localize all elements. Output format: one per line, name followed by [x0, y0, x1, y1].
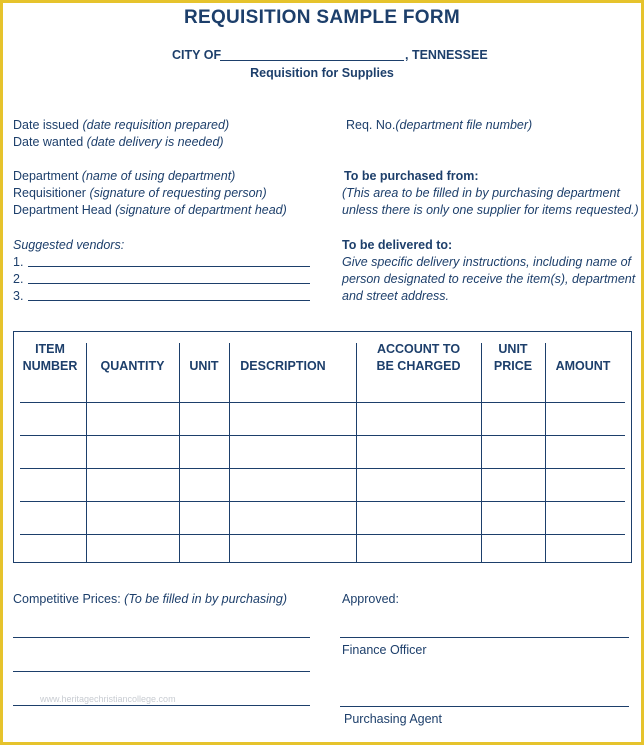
table-row-line: [20, 468, 625, 469]
department-row: [13, 169, 235, 183]
department-head-row: [13, 203, 287, 217]
suggested-vendors-label: Suggested vendors:: [13, 238, 125, 252]
req-no-hint: (department file number): [395, 118, 533, 132]
column-header-description: DESCRIPTION: [240, 359, 326, 373]
date-wanted-label: Date wanted: [13, 135, 84, 149]
delivered-to-hint-3: and street address.: [342, 289, 450, 303]
competitive-price-line-2[interactable]: [13, 671, 310, 672]
vendor-line-2[interactable]: [28, 283, 310, 284]
department-hint: (name of using department): [81, 169, 236, 183]
table-column-divider: [356, 343, 357, 563]
competitive-prices-row: [13, 592, 287, 606]
requisitioner-label: Requisitioner: [13, 186, 86, 200]
date-issued-hint: (date requisition prepared): [82, 118, 230, 132]
requisitioner-row: [13, 186, 267, 200]
competitive-prices-label: Competitive Prices:: [13, 592, 121, 606]
vendor-number-3: 3.: [13, 289, 24, 303]
table-column-divider: [179, 343, 180, 563]
table-column-divider: [229, 343, 230, 563]
finance-officer-label: Finance Officer: [342, 643, 427, 657]
competitive-price-line-1[interactable]: [13, 637, 310, 638]
table-row-line: [20, 402, 625, 403]
requisitioner-hint: (signature of requesting person): [89, 186, 267, 200]
watermark-text: www.heritagechristiancollege.com: [40, 694, 176, 704]
city-name-field-line[interactable]: [220, 60, 404, 61]
delivered-to-hint-1: Give specific delivery instructions, including name of: [342, 255, 632, 269]
vendor-line-3[interactable]: [28, 300, 310, 301]
column-header-amount: AMOUNT: [555, 359, 611, 373]
delivered-to-label: To be delivered to:: [342, 238, 453, 252]
table-column-divider: [86, 343, 87, 563]
req-no-label: Req. No.: [346, 118, 396, 132]
tennessee-label: , TENNESSEE: [405, 48, 488, 62]
delivered-to-hint-2: person designated to receive the item(s), department: [342, 272, 636, 286]
city-of-label: CITY OF: [172, 48, 222, 62]
column-header-account: ACCOUNT TO BE CHARGED: [376, 342, 461, 373]
column-header-item-number: ITEM NUMBER: [22, 342, 78, 373]
department-label: Department: [13, 169, 79, 183]
form-title: REQUISITION SAMPLE FORM: [183, 7, 461, 28]
purchased-from-label: To be purchased from:: [344, 169, 479, 183]
date-issued-label: Date issued: [13, 118, 80, 132]
form-subtitle: Requisition for Supplies: [250, 66, 394, 80]
department-head-hint: (signature of department head): [115, 203, 287, 217]
table-row-line: [20, 534, 625, 535]
table-row-line: [20, 501, 625, 502]
table-column-divider: [545, 343, 546, 563]
date-wanted-row: [13, 135, 224, 149]
purchased-from-hint-2: unless there is only one supplier for items requested.): [342, 203, 639, 217]
table-row-line: [20, 435, 625, 436]
date-issued-row: [13, 118, 229, 132]
competitive-prices-hint: (To be filled in by purchasing): [124, 592, 287, 606]
department-head-label: Department Head: [13, 203, 112, 217]
date-wanted-hint: (date delivery is needed): [86, 135, 224, 149]
table-column-divider: [481, 343, 482, 563]
vendor-number-1: 1.: [13, 255, 24, 269]
purchasing-agent-signature-line[interactable]: [340, 706, 629, 707]
approved-label: Approved:: [342, 592, 399, 606]
column-header-quantity: QUANTITY: [100, 359, 165, 373]
vendor-number-2: 2.: [13, 272, 24, 286]
finance-officer-signature-line[interactable]: [340, 637, 629, 638]
req-no-row: [346, 118, 532, 132]
column-header-unit-price: UNIT PRICE: [493, 342, 533, 373]
vendor-line-1[interactable]: [28, 266, 310, 267]
competitive-price-line-3[interactable]: [13, 705, 310, 706]
column-header-unit: UNIT: [189, 359, 219, 373]
purchased-from-hint-1: (This area to be filled in by purchasing department: [342, 186, 620, 200]
purchasing-agent-label: Purchasing Agent: [344, 712, 442, 726]
